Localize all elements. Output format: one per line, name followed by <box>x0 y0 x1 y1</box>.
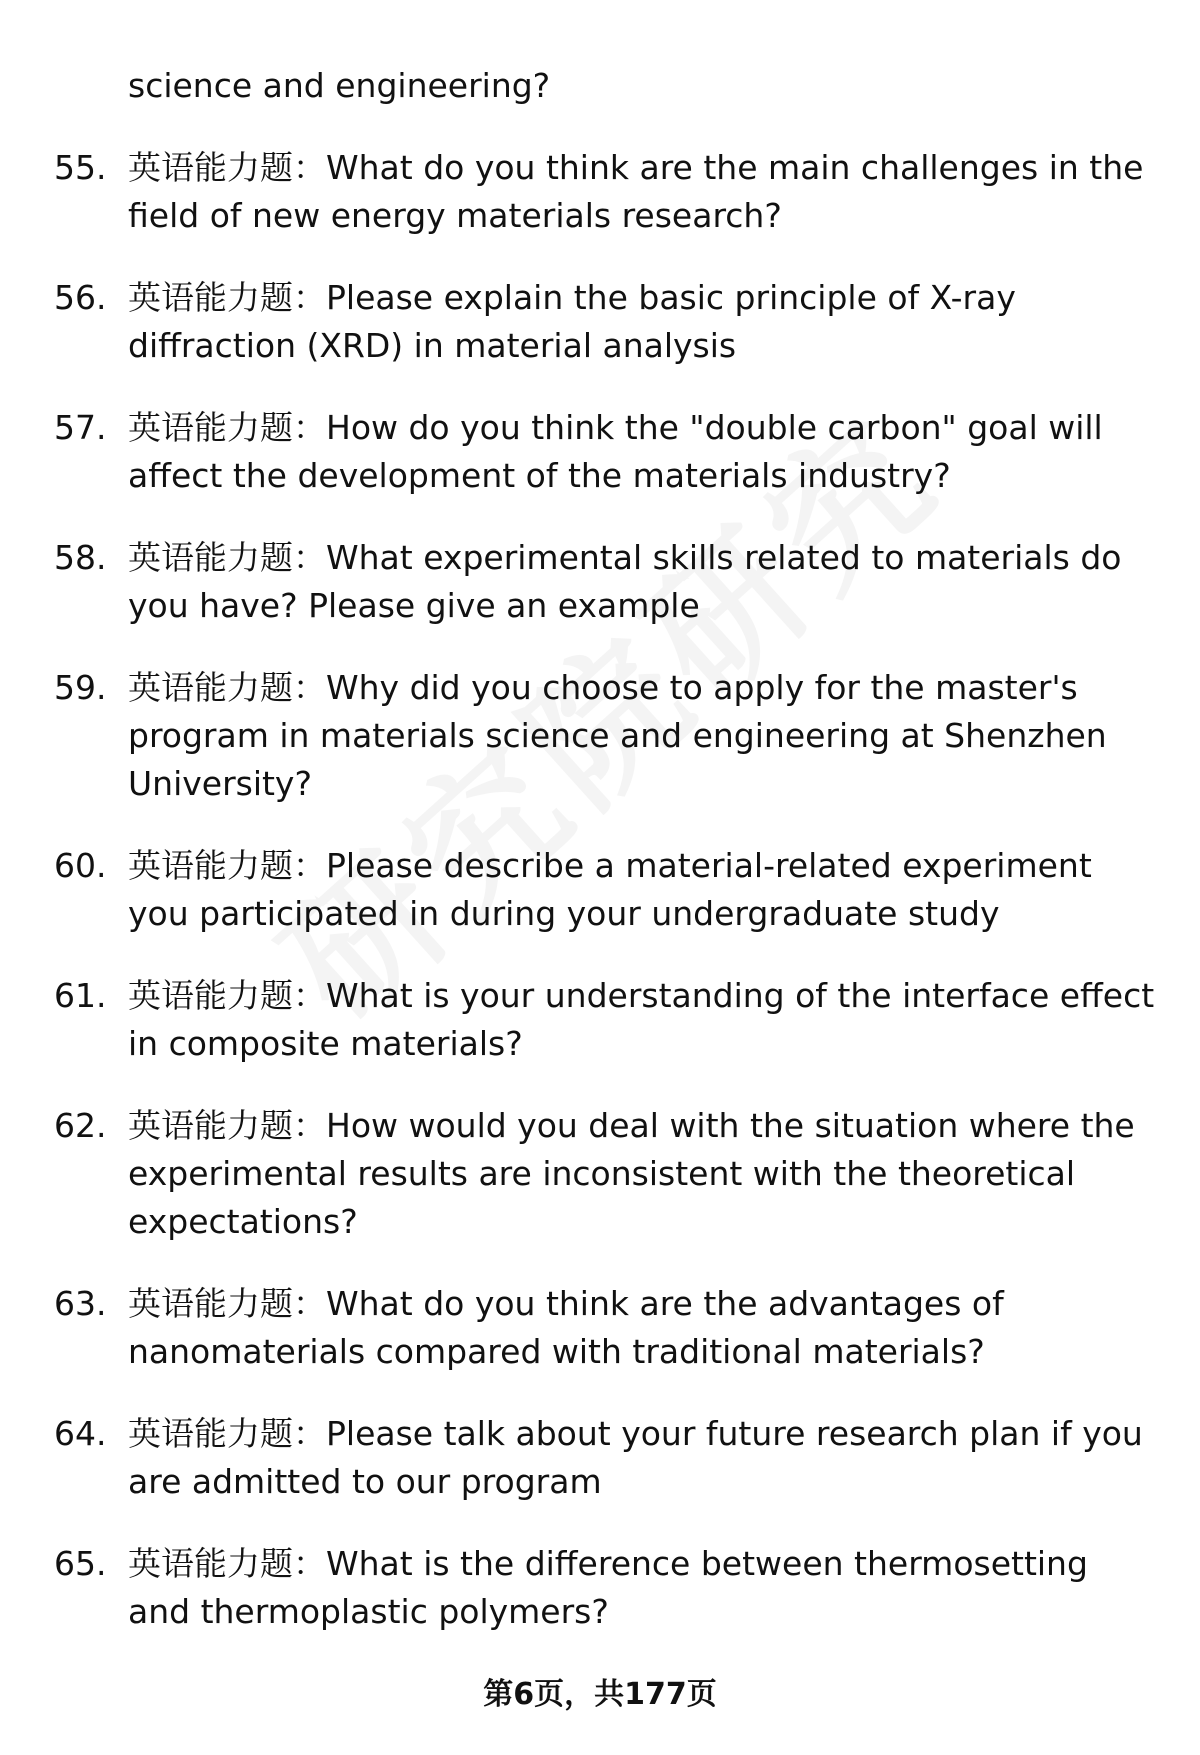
question-text: How do you think the "double carbon" goal will affect the development of the materials industry? <box>128 408 1103 495</box>
question-category: 英语能力题： <box>128 408 326 447</box>
question-item <box>0 534 1200 630</box>
question-item <box>0 404 1200 500</box>
question-category: 英语能力题： <box>128 1284 326 1323</box>
question-number: 61. <box>54 976 107 1015</box>
question-category: 英语能力题： <box>128 976 326 1015</box>
question-text: Please describe a material-related experiment you participated in during your undergraduate study <box>128 846 1092 933</box>
question-number: 58. <box>54 538 107 577</box>
question-number: 55. <box>54 148 107 187</box>
continuation-text: science and engineering? <box>128 66 551 105</box>
question-number: 59. <box>54 668 107 707</box>
question-text: What is your understanding of the interface effect in composite materials? <box>128 976 1155 1063</box>
question-number: 65. <box>54 1544 107 1583</box>
question-category: 英语能力题： <box>128 1414 326 1453</box>
question-number: 63. <box>54 1284 107 1323</box>
question-text: What do you think are the advantages of nanomaterials compared with traditional materials? <box>128 1284 1004 1371</box>
question-text: Please talk about your future research plan if you are admitted to our program <box>128 1414 1143 1501</box>
question-text: What experimental skills related to materials do you have? Please give an example <box>128 538 1122 625</box>
question-list <box>0 62 1200 1636</box>
question-text: What is the difference between thermosetting and thermoplastic polymers? <box>128 1544 1088 1631</box>
question-item <box>0 274 1200 370</box>
question-category: 英语能力题： <box>128 1544 326 1583</box>
question-text: Why did you choose to apply for the master's program in materials science and engineering at Shenzhen University? <box>128 668 1107 803</box>
question-number: 60. <box>54 846 107 885</box>
question-number: 64. <box>54 1414 107 1453</box>
question-category: 英语能力题： <box>128 278 326 317</box>
question-item <box>0 842 1200 938</box>
question-item <box>0 972 1200 1068</box>
question-category: 英语能力题： <box>128 846 326 885</box>
question-item <box>0 1280 1200 1376</box>
question-number: 62. <box>54 1106 107 1145</box>
question-category: 英语能力题： <box>128 1106 326 1145</box>
question-item <box>0 1102 1200 1246</box>
question-item <box>0 144 1200 240</box>
question-text: What do you think are the main challenges in the field of new energy materials research? <box>128 148 1144 235</box>
question-category: 英语能力题： <box>128 538 326 577</box>
question-text: Please explain the basic principle of X-ray diffraction (XRD) in material analysis <box>128 278 1016 365</box>
page-footer: 第6页，共177页 <box>483 1677 717 1712</box>
question-text: How would you deal with the situation where the experimental results are inconsistent with the theoretical expectations? <box>128 1106 1135 1241</box>
question-category: 英语能力题： <box>128 668 326 707</box>
question-item <box>0 1410 1200 1506</box>
question-category: 英语能力题： <box>128 148 326 187</box>
question-item <box>0 1540 1200 1636</box>
question-number: 57. <box>54 408 107 447</box>
question-item <box>0 664 1200 808</box>
question-number: 56. <box>54 278 107 317</box>
